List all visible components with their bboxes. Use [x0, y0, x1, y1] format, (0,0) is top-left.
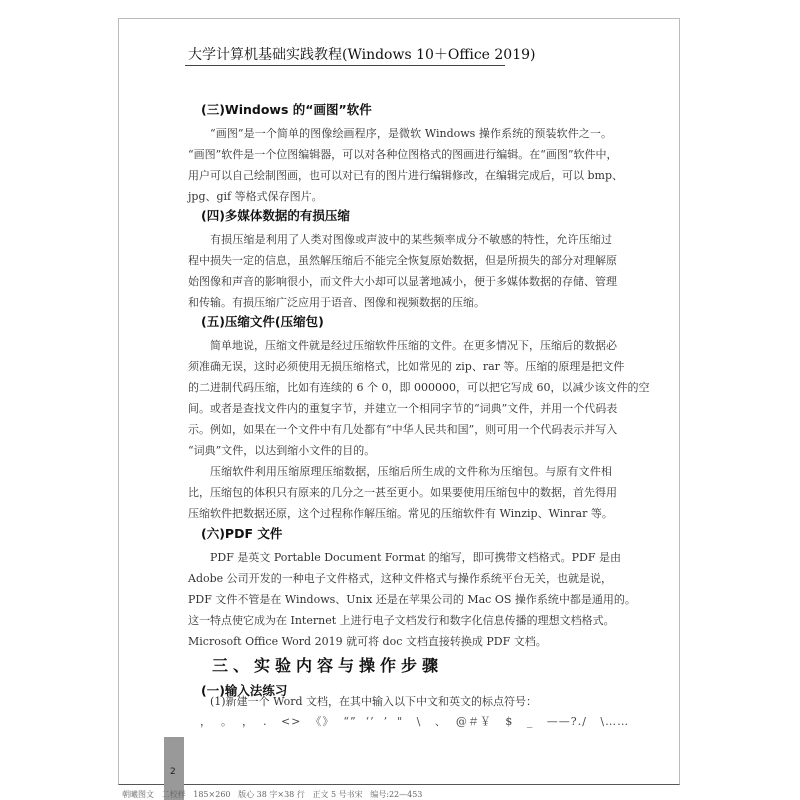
paragraph-line: 比，压缩包的体积只有原来的几分之一甚至更小。如果要使用压缩包中的数据，首先得用	[188, 486, 617, 499]
paragraph-line: 程中损失一定的信息，虽然解压缩后不能完全恢复原始数据，但是所损失的部分对理解原	[188, 254, 617, 267]
section-heading-input: (一)输入法练习	[201, 683, 288, 698]
page-number: 2	[170, 767, 176, 777]
paragraph-line: (1)新建一个 Word 文档，在其中输入以下中文和英文的标点符号：	[210, 695, 538, 708]
paragraph-line: 简单地说，压缩文件就是经过压缩软件压缩的文件。在更多情况下，压缩后的数据必	[210, 339, 617, 352]
paragraph-line: “词典”文件，以达到缩小文件的目的。	[188, 444, 376, 457]
paragraph-line: 这一特点使它成为在 Internet 上进行电子文档发行和数字化信息传播的理想文档格式。	[188, 614, 615, 627]
section-heading-paint: (三)Windows 的“画图”软件	[201, 102, 372, 117]
paragraph-line: 压缩软件利用压缩原理压缩数据，压缩后所生成的文件称为压缩包。与原有文件相	[210, 465, 612, 478]
paragraph-line: “画图”软件是一个位图编辑器，可以对各种位图格式的图画进行编辑。在“画图”软件中，	[188, 148, 618, 161]
header-rule	[185, 65, 505, 66]
section-heading-compress: (五)压缩文件(压缩包)	[201, 314, 324, 329]
paragraph-line: 有损压缩是利用了人类对图像或声波中的某些频率成分不敏感的特性，允许压缩过	[210, 233, 612, 246]
chapter-heading: 三、实验内容与操作步骤	[212, 656, 444, 675]
paragraph-line: jpg、gif 等格式保存图片。	[188, 190, 323, 203]
running-header: 大学计算机基础实践教程(Windows 10＋Office 2019)	[188, 47, 536, 63]
section-heading-pdf: (六)PDF 文件	[201, 526, 283, 541]
paragraph-line: 的二进制代码压缩，比如有连续的 6 个 0，即 000000，可以把它写成 60，以减少该文件的空	[188, 381, 650, 394]
paragraph-line: 用户可以自己绘制图画，也可以对已有的图片进行编辑修改，在编辑完成后，可以 bmp、	[188, 169, 624, 182]
punctuation-symbols: ， 。 ， . <> 《》 “” ‘’ ’ " \ 、 @＃￥ $ _ ——?./ \……	[200, 715, 630, 728]
paragraph-line: 和传输。有损压缩广泛应用于语音、图像和视频数据的压缩。	[188, 296, 485, 309]
paragraph-line: Adobe 公司开发的一种电子文件格式，这种文件格式与操作系统平台无关，也就是说，	[188, 572, 612, 585]
paragraph-line: Microsoft Office Word 2019 就可将 doc 文档直接转换成 PDF 文档。	[188, 635, 547, 648]
paragraph-line: 须准确无误，这时必须使用无损压缩格式，比如常见的 zip、rar 等。压缩的原理是把文件	[188, 360, 625, 373]
paragraph-line: 始图像和声音的影响很小，而文件大小却可以显著地减小，便于多媒体数据的存储、管理	[188, 275, 617, 288]
paragraph-line: “画图”是一个简单的图像绘画程序，是微软 Windows 操作系统的预装软件之一。	[210, 127, 612, 140]
paragraph-line: 示。例如，如果在一个文件中有几处都有“中华人民共和国”，则可用一个代码表示并写入	[188, 423, 618, 436]
print-footer: 朝曦图文 二校样 185×260 版心 38 字×38 行 正文 5 号书宋 编号:22—453	[122, 790, 423, 799]
paragraph-line: 间。或者是查找文件内的重复字节，并建立一个相同字节的“词典”文件，并用一个代码表	[188, 402, 618, 415]
paragraph-line: PDF 文件不管是在 Windows、Unix 还是在苹果公司的 Mac OS 操作系统中都是通用的。	[188, 593, 636, 606]
paragraph-line: PDF 是英文 Portable Document Format 的缩写，即可携带文档格式。PDF 是由	[210, 551, 622, 564]
paragraph-line: 压缩软件把数据还原，这个过程称作解压缩。常见的压缩软件有 Winzip、Winrar 等。	[188, 507, 613, 520]
section-heading-lossy: (四)多媒体数据的有损压缩	[201, 208, 350, 223]
